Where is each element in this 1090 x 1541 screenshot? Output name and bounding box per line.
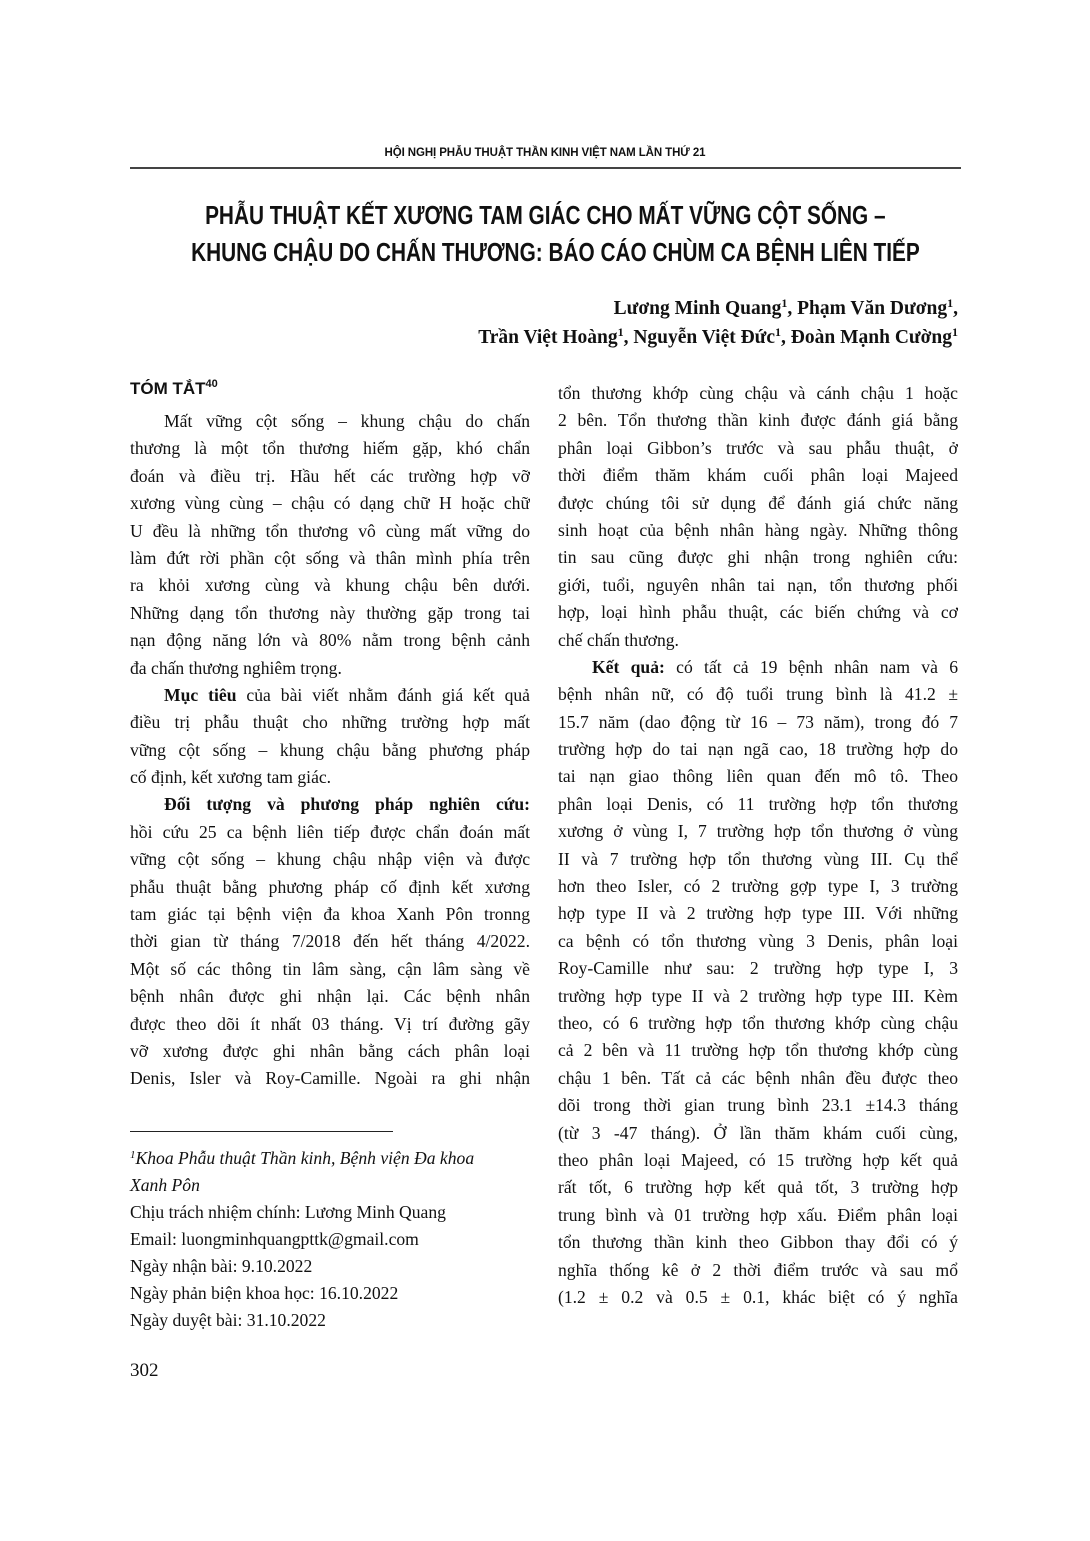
paragraph	[558, 380, 958, 654]
text-line: Những dạng tổn thương này thường gặp trong tai	[130, 602, 530, 623]
text-line: cố định, kết xương tam giác.	[130, 767, 332, 788]
abstract-note-mark: 40	[205, 378, 218, 390]
text-line: xương vùng cùng – chậu có dạng chữ H hoặc chữ	[130, 493, 530, 514]
text-line: Một số các thông tin lâm sàng, cận lâm sàng về	[130, 958, 530, 979]
text-line: được theo dõi ít nhất 03 tháng. Vị trí đường gãy	[130, 1013, 530, 1034]
text-line: Denis, Isler và Roy-Camille. Ngoài ra ghi nhận	[130, 1068, 530, 1089]
paragraph-lead: Mục tiêu	[164, 684, 237, 705]
corresponding-author: Chịu trách nhiệm chính: Lương Minh Quang	[130, 1202, 446, 1222]
author-name: Đoàn Mạnh Cường	[790, 327, 952, 348]
text-line	[558, 654, 958, 681]
affiliation-mark: 1	[775, 325, 782, 339]
text-line: phẫu thuật bằng phương pháp cố định kết xương	[130, 876, 530, 897]
email: Email: luongminhquangpttk@gmail.com	[130, 1229, 419, 1249]
affiliation-mark: 1	[781, 296, 788, 310]
text-line: nghĩa thống kê ở 2 thời điểm trước và sau mổ	[558, 1259, 958, 1280]
text-line	[130, 682, 530, 709]
author-separator: ,	[953, 298, 958, 319]
text-line: nạn động năng lớn và 80% nằm trong bệnh cảnh	[130, 630, 530, 651]
text-line: bệnh nhân nữ, có độ tuổi trung bình là 41.2 ±	[558, 684, 958, 705]
affiliation-mark: 1	[617, 325, 624, 339]
affiliation-line: Xanh Pôn	[130, 1175, 200, 1195]
text-line: hồi cứu 25 ca bệnh liên tiếp được chẩn đoán mất	[130, 821, 530, 842]
text-line: II và 7 trường hợp tổn thương vùng III. Cụ thể	[558, 848, 958, 869]
right-column	[558, 380, 958, 1311]
text-line: theo, có 6 trường hợp tổn thương khớp cùng chậu	[558, 1012, 958, 1033]
author-name: Lương Minh Quang	[613, 298, 782, 319]
review-date: Ngày phản biện khoa học: 16.10.2022	[130, 1283, 399, 1303]
text-line: chế chấn thương.	[558, 629, 679, 650]
text-line: 2 bên. Tổn thương thần kinh được đánh giá bằng	[558, 410, 958, 431]
paragraph	[130, 408, 530, 682]
text-line: tổn thương khớp cùng chậu và cánh chậu 1 hoặc	[558, 383, 958, 403]
affiliation-mark: 1	[130, 1149, 136, 1161]
text-line: được chúng tôi sử dụng để đánh giá chức năng	[558, 492, 958, 513]
text-line: hợp, loại hình phẫu thuật, các biến chứng và cơ	[558, 602, 958, 623]
author-name: Nguyễn Việt Đức	[633, 327, 776, 348]
author-separator: ,	[781, 327, 791, 348]
author-name: Phạm Văn Dương	[797, 298, 948, 319]
text-line: trường hợp do tai nạn ngã cao, 18 trường hợp do	[558, 739, 958, 760]
left-column	[130, 408, 530, 1093]
text-line: tin sau cũng được ghi nhận trong nghiên cứu:	[558, 547, 958, 568]
text-line: Mất vững cột sống – khung chậu do chấn	[164, 411, 530, 431]
paragraph-lead: Kết quả:	[592, 656, 665, 677]
text-line: theo phân loại Majeed, có 15 trường hợp kết quả	[558, 1149, 958, 1170]
footnote-rule	[130, 1131, 393, 1132]
text-line: dõi trong thời gian trung bình 23.1 ±14.3 tháng	[558, 1095, 958, 1116]
text-line: xương ở vùng I, 7 trường hợp tổn thương ở vùng	[558, 821, 958, 842]
affiliation-mark: 1	[947, 296, 954, 310]
text-line: Roy-Camille như sau: 2 trường hợp type I, 3	[558, 958, 958, 979]
author-separator: ,	[623, 327, 634, 348]
text-line: bệnh nhân được ghi nhận lại. Các bệnh nhân	[130, 986, 530, 1007]
paragraph-lead: Đối tượng và phương pháp nghiên cứu:	[164, 794, 530, 815]
paragraph	[558, 654, 958, 1311]
text-line: phân loại Gibbon’s trước và sau phẫu thuật, ở	[558, 437, 958, 458]
text-line: vững cột sống – khung chậu bằng phương pháp	[130, 739, 530, 760]
title-line: PHẪU THUẬT KẾT XƯƠNG TAM GIÁC CHO MẤT VỮNG CỘT SỐNG –	[204, 200, 886, 230]
text-line: điều trị phẫu thuật cho những trường hợp mất	[130, 712, 530, 733]
text-line: trung bình và 01 trường hợp xấu. Điểm phân loại	[558, 1204, 958, 1225]
text-line: thời điểm thăm khám cuối phân loại Majeed	[558, 465, 958, 486]
author-separator: ,	[787, 298, 798, 319]
text-line: sinh hoạt của bệnh nhân hàng ngày. Những thông	[558, 519, 958, 540]
text-line: thời gian từ tháng 7/2018 đến hết tháng 4/2022.	[130, 931, 530, 952]
text-line: hơn theo Isler, có 2 trường gợp type I, 3 trường	[558, 876, 958, 897]
text-line: thương là một tổn thương hiếm gặp, khó chẩn	[130, 438, 530, 459]
text-line: vỡ xương được ghi nhân bằng cách phân loại	[130, 1040, 530, 1061]
text-line	[130, 791, 530, 818]
text-line: đa chấn thương nghiêm trọng.	[130, 657, 342, 678]
text-line: (1.2 ± 0.2 và 0.5 ± 0.1, khác biệt có ý nghĩa	[558, 1286, 958, 1307]
text-line: trường hợp type II và 2 trường hợp type III. Kèm	[558, 985, 958, 1006]
text-line: 15.7 năm (dao động từ 16 – 73 năm), trong đó 7	[558, 711, 958, 732]
affiliation-line: Khoa Phẫu thuật Thần kinh, Bệnh viện Đa khoa	[135, 1148, 475, 1168]
page-number: 302	[130, 1360, 159, 1381]
header-rule	[130, 167, 961, 169]
affiliation	[130, 1145, 530, 1172]
abstract-heading-text: TÓM TẮT	[130, 379, 206, 398]
text-line: U đều là những tổn thương vô cùng mất vững do	[130, 520, 530, 541]
text-line: làm đứt rời phần cột sống và thân mình phía trên	[130, 547, 530, 568]
text-line: giới, tuổi, nguyên nhân tai nạn, tổn thương phối	[558, 574, 958, 595]
text-line: cả 2 bên và 11 trường hợp tổn thương khớp cùng	[558, 1040, 958, 1061]
text-line: hợp type II và 2 trường hợp type III. Với những	[558, 903, 958, 924]
text-line: đoán và điều trị. Hầu hết các trường hợp vỡ	[130, 465, 530, 486]
received-date: Ngày nhận bài: 9.10.2022	[130, 1256, 313, 1276]
author-name: Trần Việt Hoàng	[478, 327, 618, 348]
text-line: phân loại Denis, có 11 trường hợp tổn thương	[558, 793, 958, 814]
accepted-date: Ngày duyệt bài: 31.10.2022	[130, 1310, 326, 1330]
line-text: của bài viết nhằm đánh giá kết quả	[236, 684, 530, 705]
article-title	[100, 197, 990, 271]
text-line: chậu 1 bên. Tất cả các bệnh nhân đều được theo	[558, 1067, 958, 1088]
footnotes	[130, 1145, 530, 1334]
text-line: ca bệnh có tổn thương vùng 3 Denis, phân loại	[558, 930, 958, 951]
paragraph	[130, 791, 530, 1092]
author-line	[478, 323, 958, 352]
paragraph	[130, 682, 530, 792]
author-line	[478, 294, 958, 323]
text-line: tam giác tại bệnh viện đa khoa Xanh Pôn tronng	[130, 904, 530, 925]
running-head: HỘI NGHỊ PHẪU THUẬT THẦN KINH VIỆT NAM LẦN THỨ 21	[384, 147, 706, 159]
affiliation-mark: 1	[952, 325, 958, 339]
abstract-heading	[130, 379, 218, 399]
line-text: có tất cả 19 bệnh nhân nam và 6	[664, 656, 958, 677]
author-list	[478, 294, 958, 352]
text-line: (từ 3 -47 tháng). Ở lần thăm khám cuối cùng,	[558, 1122, 958, 1143]
text-line: vững cột sống – khung chậu nhập viện và được	[130, 849, 530, 870]
text-line: tổn thương thần kinh theo Gibbon thay đổi có ý	[558, 1232, 958, 1253]
text-line: tai nạn giao thông liên quan đến mô tô. Theo	[558, 766, 958, 787]
title-line: KHUNG CHẬU DO CHẤN THƯƠNG: BÁO CÁO CHÙM CA BỆNH LIÊN TIẾP	[191, 237, 920, 267]
text-line: ra khỏi xương cùng và khung chậu bên dưới.	[130, 575, 530, 596]
text-line: rất tốt, 6 trường hợp kết quả tốt, 3 trường hợp	[558, 1177, 958, 1198]
